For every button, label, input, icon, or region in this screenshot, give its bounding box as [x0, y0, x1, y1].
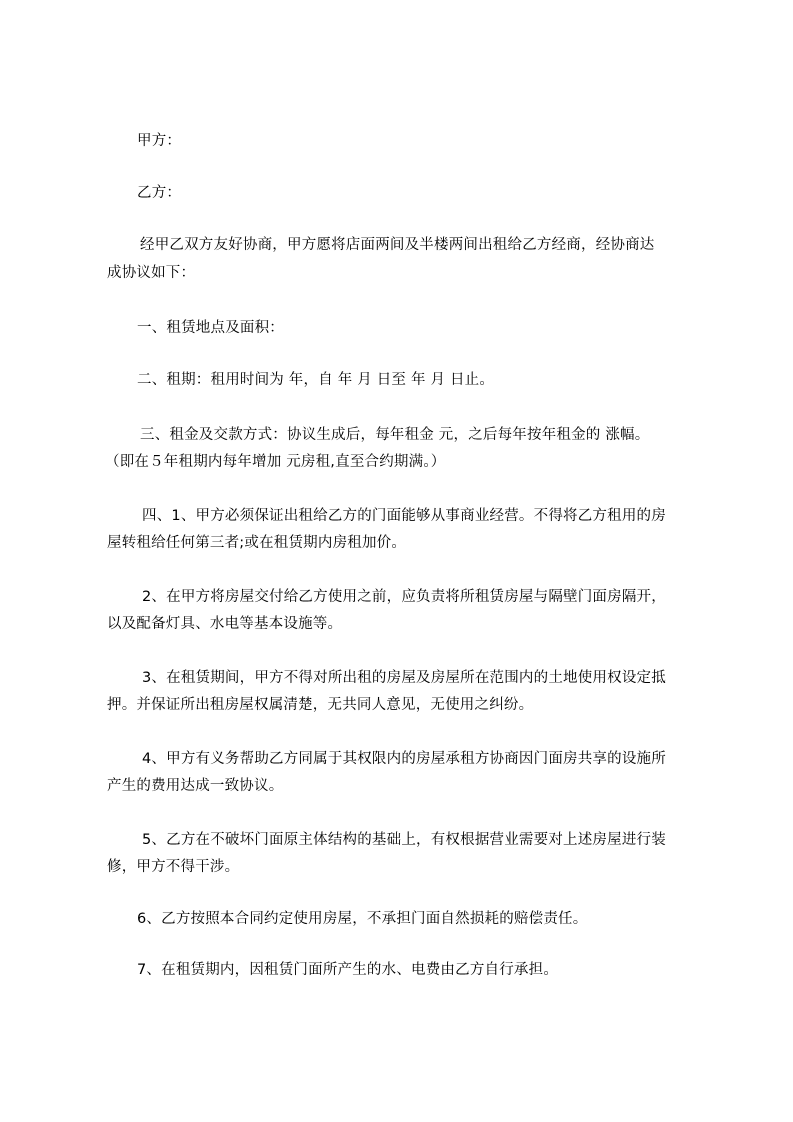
clause-1-location-area: 一、租赁地点及面积：: [137, 320, 284, 336]
intro-line-1: 经甲乙双方友好协商，甲方愿将店面两间及半楼两间出租给乙方经商，经协商达: [140, 237, 655, 253]
clause-3-rent-line-1: 三、租金及交款方式：协议生成后，每年租金 元，之后每年按年租金的 涨幅。: [140, 427, 650, 443]
clause-3-rent-line-2: （即在５年租期内每年增加 元房租,直至合约期满。）: [105, 454, 446, 470]
clause-4-item-1-line-2: 屋转租给任何第三者;或在租赁期内房租加价。: [107, 535, 407, 551]
clause-4-item-7: 7、在租赁期内，因租赁门面所产生的水、电费由乙方自行承担。: [137, 962, 559, 978]
clause-4-item-4-line-1: 4、甲方有义务帮助乙方同属于其权限内的房屋承租方协商因门面房共享的设施所: [142, 751, 666, 767]
party-a-label: 甲方：: [137, 133, 182, 149]
clause-4-item-2-line-2: 以及配备灯具、水电等基本设施等。: [107, 616, 343, 632]
clause-4-item-4-line-2: 产生的费用达成一致协议。: [107, 778, 284, 794]
clause-2-lease-term: 二、租期：租用时间为 年，自 年 月 日至 年 月 日止。: [137, 372, 495, 388]
clause-4-item-3-line-1: 3、在租赁期间，甲方不得对所出租的房屋及房屋所在范围内的土地使用权设定抵: [142, 670, 666, 686]
intro-line-2: 成协议如下：: [107, 265, 196, 281]
clause-4-item-6: 6、乙方按照本合同约定使用房屋，不承担门面自然损耗的赔偿责任。: [137, 911, 588, 927]
clause-4-item-5-line-1: 5、乙方在不破坏门面原主体结构的基础上，有权根据营业需要对上述房屋进行装: [142, 832, 666, 848]
clause-4-item-2-line-1: 2、在甲方将房屋交付给乙方使用之前，应负责将所租赁房屋与隔壁门面房隔开，: [142, 589, 666, 605]
clause-4-item-5-line-2: 修，甲方不得干涉。: [107, 859, 240, 875]
clause-4-item-3-line-2: 押。并保证所出租房屋权属清楚，无共同人意见，无使用之纠纷。: [107, 697, 534, 713]
clause-4-item-1-line-1: 四、1、甲方必须保证出租给乙方的门面能够从事商业经营。不得将乙方租用的房: [142, 508, 666, 524]
party-b-label: 乙方：: [137, 185, 182, 201]
